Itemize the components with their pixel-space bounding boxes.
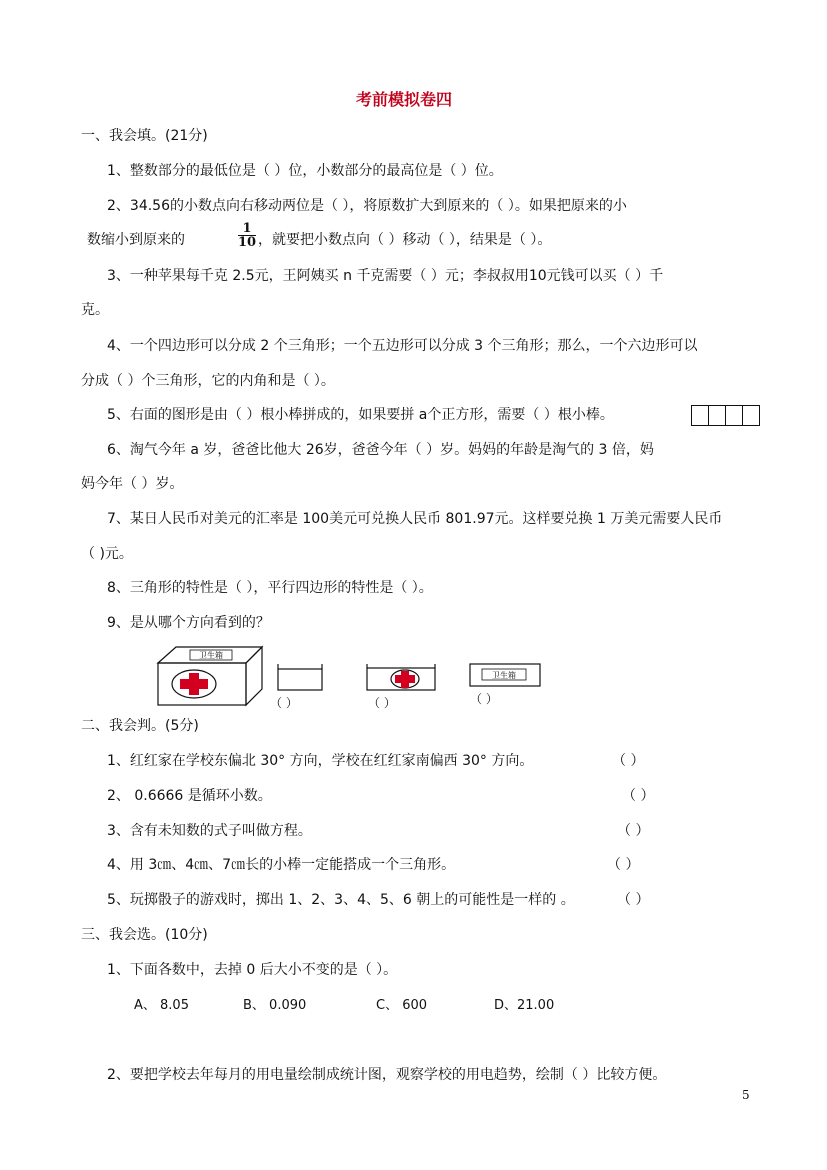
- question-text: 5、右面的图形是由（ ）根小棒拼成的，如果要拼 a个正方形，需要（ ）根小棒。: [107, 407, 614, 423]
- top-view-figure: [468, 662, 544, 688]
- box-label: 卫生箱: [492, 671, 516, 680]
- section-heading: 二、我会判。(5分): [81, 718, 199, 734]
- judge-item-text: 3、含有未知数的式子叫做方程。: [107, 823, 312, 839]
- judge-item-text: 4、用 3㎝、4㎝、7㎝长的小棒一定能搭成一个三角形。: [107, 857, 456, 873]
- question-text: （ )元。: [81, 546, 133, 562]
- question-text: ，就要把小数点向（ ）移动（ ），结果是（ ）。: [258, 232, 552, 248]
- judge-item-blank: （ ）: [612, 753, 645, 769]
- question-text: 4、一个四边形可以分成 2 个三角形；一个五边形可以分成 3 个三角形；那么，一个六边形可以: [107, 338, 698, 354]
- box-label: 卫生箱: [199, 651, 223, 660]
- judge-item-blank: （ ）: [622, 788, 655, 804]
- fraction: [238, 222, 256, 249]
- option-b: B、 0.090: [243, 998, 307, 1013]
- question-text: 分成（ ）个三角形，它的内角和是（ ）。: [81, 373, 335, 389]
- question-text: 2、34.56的小数点向右移动两位是（ ），将原数扩大到原来的（ ）。如果把原来的小: [107, 198, 627, 214]
- judge-item-blank: （ ）: [617, 823, 650, 839]
- judge-item-text: 2、 0.6666 是循环小数。: [107, 788, 272, 804]
- judge-item-blank: （ ）: [617, 892, 650, 908]
- answer-blank: （ ）: [368, 696, 396, 710]
- question-text: 3、一种苹果每千克 2.5元，王阿姨买 n 千克需要（ ）元；李叔叔用10元钱可以买（ ）千: [107, 268, 664, 284]
- answer-blank: （ ）: [270, 696, 298, 710]
- stick-squares-figure: [691, 405, 760, 426]
- judge-item-blank: （ ）: [607, 857, 640, 873]
- square-cell: [726, 406, 743, 425]
- option-a: A、 8.05: [134, 998, 189, 1013]
- question-text: 9、是从哪个方向看到的？: [107, 615, 270, 631]
- judge-item-text: 5、玩掷骰子的游戏时，掷出 1、2、3、4、5、6 朝上的可能性是一样的 。: [107, 892, 575, 908]
- square-cell: [709, 406, 726, 425]
- answer-blank: （ ）: [470, 692, 498, 706]
- square-cell: [692, 406, 709, 425]
- question-text: 8、三角形的特性是（ ），平行四边形的特性是（ ）。: [107, 580, 433, 596]
- page-number: 5: [742, 1088, 750, 1102]
- page-title: 考前模拟卷四: [356, 90, 453, 109]
- front-view-figure: [366, 663, 438, 691]
- judge-item-text: 1、红红家在学校东偏北 30° 方向，学校在红红家南偏西 30° 方向。: [107, 753, 534, 769]
- section-heading: 三、我会选。(10分): [81, 927, 208, 943]
- option-c: C、 600: [376, 998, 428, 1013]
- section-heading: 一、我会填。(21分): [81, 128, 208, 144]
- fraction-numerator: 1: [238, 222, 256, 236]
- question-text: 6、淘气今年 a 岁，爸爸比他大 26岁，爸爸今年（ ）岁。妈妈的年龄是淘气的 3 倍，妈: [107, 442, 654, 458]
- question-text: 1、整数部分的最低位是（ ）位，小数部分的最高位是（ ）位。: [107, 163, 503, 179]
- question-text: 1、下面各数中，去掉 0 后大小不变的是（ ）。: [107, 962, 398, 978]
- question-text: 克。: [81, 302, 109, 318]
- medical-box-3d-figure: [154, 645, 266, 707]
- question-text: 7、某日人民币对美元的汇率是 100美元可兑换人民币 801.97元。这样要兑换 1 万美元需要人民币: [107, 511, 723, 527]
- question-text: 妈今年（ ）岁。: [81, 476, 184, 492]
- question-text: 2、要把学校去年每月的用电量绘制成统计图，观察学校的用电趋势，绘制（ ）比较方便。: [107, 1067, 667, 1083]
- side-view-figure: [277, 663, 325, 691]
- option-d: D、21.00: [494, 998, 555, 1013]
- fraction-denominator: 10: [238, 235, 257, 250]
- question-text: 数缩小到原来的: [87, 232, 185, 248]
- square-cell: [743, 406, 759, 425]
